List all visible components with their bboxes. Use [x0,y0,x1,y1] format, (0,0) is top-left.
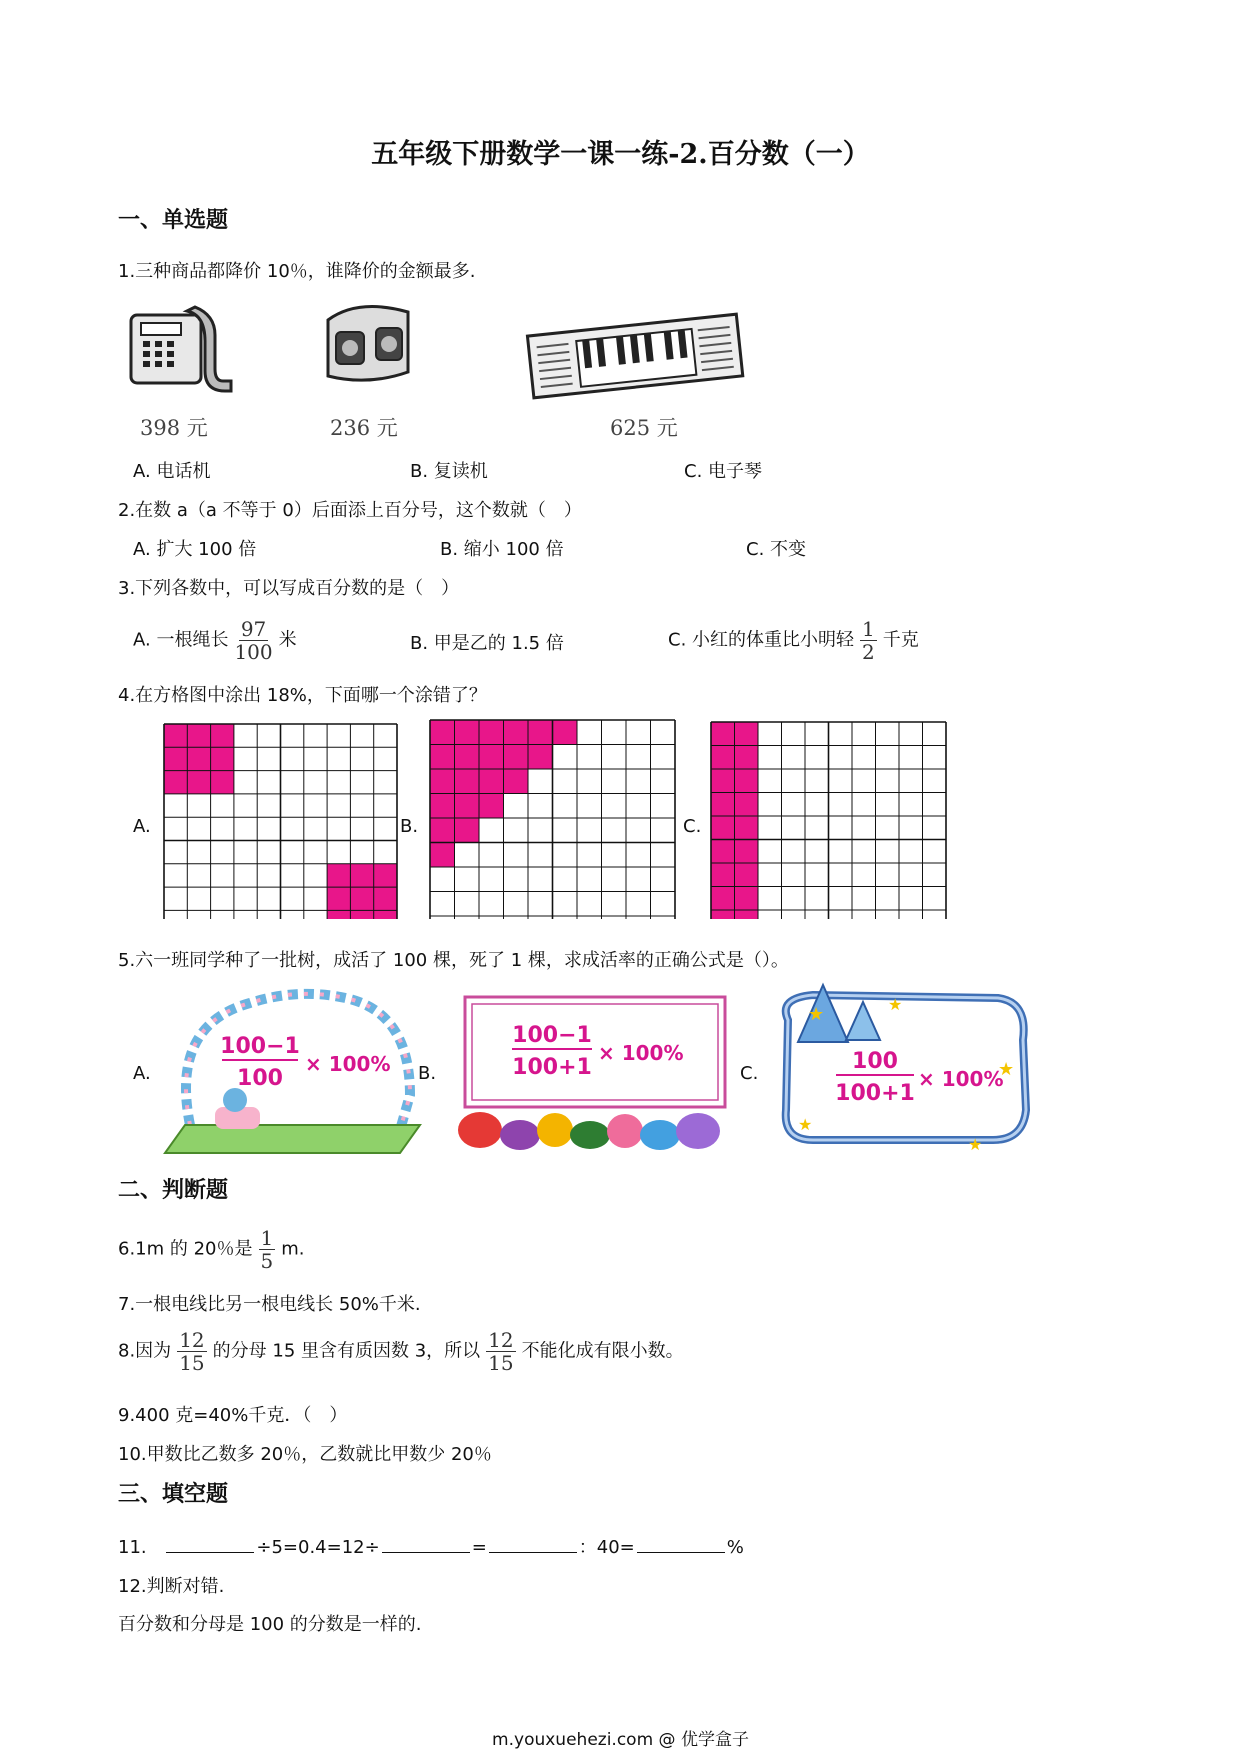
shaded-cell [211,724,234,747]
section-heading-true-false: 二、判断题 [118,1177,229,1203]
svg-text:★: ★ [808,1004,825,1025]
svg-text:★: ★ [888,995,903,1014]
shaded-cell [374,887,397,910]
q5-label-c[interactable]: C. [740,1063,759,1084]
shaded-cell [553,720,578,745]
formula-c-numerator: 100 [852,1049,898,1074]
question-12-statement: 百分数和分母是 100 的分数是一样的. [118,1614,422,1635]
question-11: 11. ÷5=0.4=12÷ = ：40= % [118,1533,744,1559]
q1-option-a[interactable]: A. 电话机 [133,461,211,482]
shaded-cell [504,745,529,770]
shaded-cell [327,864,350,887]
decorated-frame-b [450,985,740,1160]
shaded-cell [374,910,397,919]
decorated-frame-c [768,980,1038,1160]
shaded-cell [711,816,735,840]
q5-label-b[interactable]: B. [418,1063,437,1084]
q3-option-a[interactable] [133,619,297,662]
question-2: 2.在数 a（a 不等于 0）后面添上百分号，这个数就（ ） [118,500,582,521]
shaded-cell [187,724,210,747]
shaded-cell [735,840,759,864]
page-title: 五年级下册数学一课一练-2.百分数（一） [371,139,870,170]
q4-label-b[interactable]: B. [400,816,419,837]
answer-blank-4[interactable] [637,1534,725,1553]
shaded-cell [455,769,480,794]
q2-option-b[interactable]: B. 缩小 100 倍 [440,539,564,560]
fraction: $\frac{12}{15}$ [488,1328,514,1375]
keyboard-image [520,305,750,405]
shaded-cell [374,864,397,887]
shaded-cell [479,794,504,819]
shaded-cell [735,910,759,919]
q3-option-c-unit: 千克 [882,629,919,651]
shaded-cell [430,818,455,843]
fraction: $\frac{97}{100}$ [234,617,273,664]
q3-option-c[interactable] [668,619,919,662]
shaded-cell [528,720,553,745]
shaded-cell [211,747,234,770]
question-7: 7.一根电线比另一根电线长 50%千米. [118,1294,421,1315]
grid-option-b [429,719,679,919]
shaded-cell [430,745,455,770]
formula-a-multiplier: × 100% [305,1052,391,1076]
question-9: 9.400 克=40%千克．（ ） [118,1405,348,1426]
formula-b-numerator: 100−1 [512,1023,592,1048]
shaded-cell [711,887,735,911]
shaded-cell [479,745,504,770]
fraction: $\frac{12}{15}$ [179,1328,205,1375]
formula-b-multiplier: × 100% [598,1041,684,1065]
telephone-image [125,305,235,400]
price-keyboard: 625 元 [610,416,678,440]
fraction: $\frac{1}{5}$ [260,1226,274,1273]
shaded-cell [164,771,187,794]
shaded-cell [735,816,759,840]
shaded-cell [735,793,759,817]
answer-blank-1[interactable] [166,1534,254,1553]
q4-label-a[interactable]: A. [133,816,151,837]
shaded-cell [711,769,735,793]
shaded-cell [735,769,759,793]
shaded-cell [455,794,480,819]
shaded-cell [164,747,187,770]
q3-option-b[interactable]: B. 甲是乙的 1.5 倍 [410,633,564,654]
shaded-cell [455,745,480,770]
svg-text:★: ★ [998,1059,1015,1080]
section-heading-fill-in: 三、填空题 [118,1481,229,1507]
shaded-cell [479,720,504,745]
shaded-cell [211,771,234,794]
shaded-cell [711,910,735,919]
question-6: 6.1m 的 20％是 $\frac{1}{5}$ m. [118,1226,305,1273]
grid-option-c [710,721,950,919]
shaded-cell [711,863,735,887]
q1-option-c[interactable]: C. 电子琴 [684,461,763,482]
decorated-frame-a [160,985,430,1155]
shaded-cell [350,887,373,910]
answer-blank-2[interactable] [382,1534,470,1553]
shaded-cell [187,771,210,794]
question-4: 4.在方格图中涂出 18%，下面哪一个涂错了？ [118,685,487,706]
shaded-cell [455,818,480,843]
shaded-cell [735,722,759,746]
grid-option-a [163,723,399,919]
shaded-cell [164,724,187,747]
question-1: 1.三种商品都降价 10％，谁降价的金额最多. [118,261,476,282]
footer-watermark: m.youxuehezi.com @ 优学盒子 [492,1730,749,1750]
q3-option-a-unit: 米 [278,629,297,651]
shaded-cell [327,910,350,919]
shaded-cell [430,843,455,868]
answer-blank-3[interactable] [489,1534,577,1553]
shaded-cell [711,746,735,770]
shaded-cell [430,769,455,794]
formula-c-denominator: 100+1 [835,1081,915,1106]
q1-option-b[interactable]: B. 复读机 [410,461,488,482]
shaded-cell [430,720,455,745]
question-10: 10.甲数比乙数多 20％，乙数就比甲数少 20％ [118,1444,492,1465]
fraction: $\frac{1}{2}$ [862,617,875,664]
shaded-cell [504,720,529,745]
question-8: 8.因为 $\frac{12}{15}$ 的分母 15 里含有质因数 3，所以 $\frac{12}{15}$ 不能化成有限小数。 [118,1328,684,1375]
section-heading-single-choice: 一、单选题 [118,207,229,233]
price-telephone: 398 元 [140,416,208,440]
shaded-cell [455,720,480,745]
shaded-cell [187,747,210,770]
shaded-cell [711,722,735,746]
formula-c-multiplier: × 100% [918,1067,1004,1091]
price-cassette-player: 236 元 [330,416,398,440]
shaded-cell [479,769,504,794]
q2-option-a[interactable]: A. 扩大 100 倍 [133,539,257,560]
question-5: 5.六一班同学种了一批树，成活了 100 棵，死了 1 棵，求成活率的正确公式是（）。 [118,950,789,971]
shaded-cell [327,887,350,910]
shaded-cell [350,864,373,887]
shaded-cell [430,794,455,819]
shaded-cell [735,746,759,770]
svg-text:★: ★ [798,1115,813,1134]
q3-option-a-text: A. 一根绳长 [133,629,229,651]
cassette-player-image [318,298,418,398]
formula-a-denominator: 100 [237,1066,283,1091]
q2-option-c[interactable]: C. 不变 [746,539,807,560]
shaded-cell [711,840,735,864]
q5-label-a[interactable]: A. [133,1063,151,1084]
question-3: 3.下列各数中，可以写成百分数的是（ ） [118,578,460,599]
svg-text:★: ★ [968,1135,983,1154]
formula-b-denominator: 100+1 [512,1055,592,1080]
q3-option-c-text: C. 小红的体重比小明轻 [668,629,855,651]
q4-label-c[interactable]: C. [683,816,702,837]
shaded-cell [735,863,759,887]
shaded-cell [735,887,759,911]
shaded-cell [504,769,529,794]
shaded-cell [711,793,735,817]
shaded-cell [528,745,553,770]
formula-a-numerator: 100−1 [220,1034,300,1059]
question-12: 12.判断对错. [118,1576,225,1597]
shaded-cell [350,910,373,919]
